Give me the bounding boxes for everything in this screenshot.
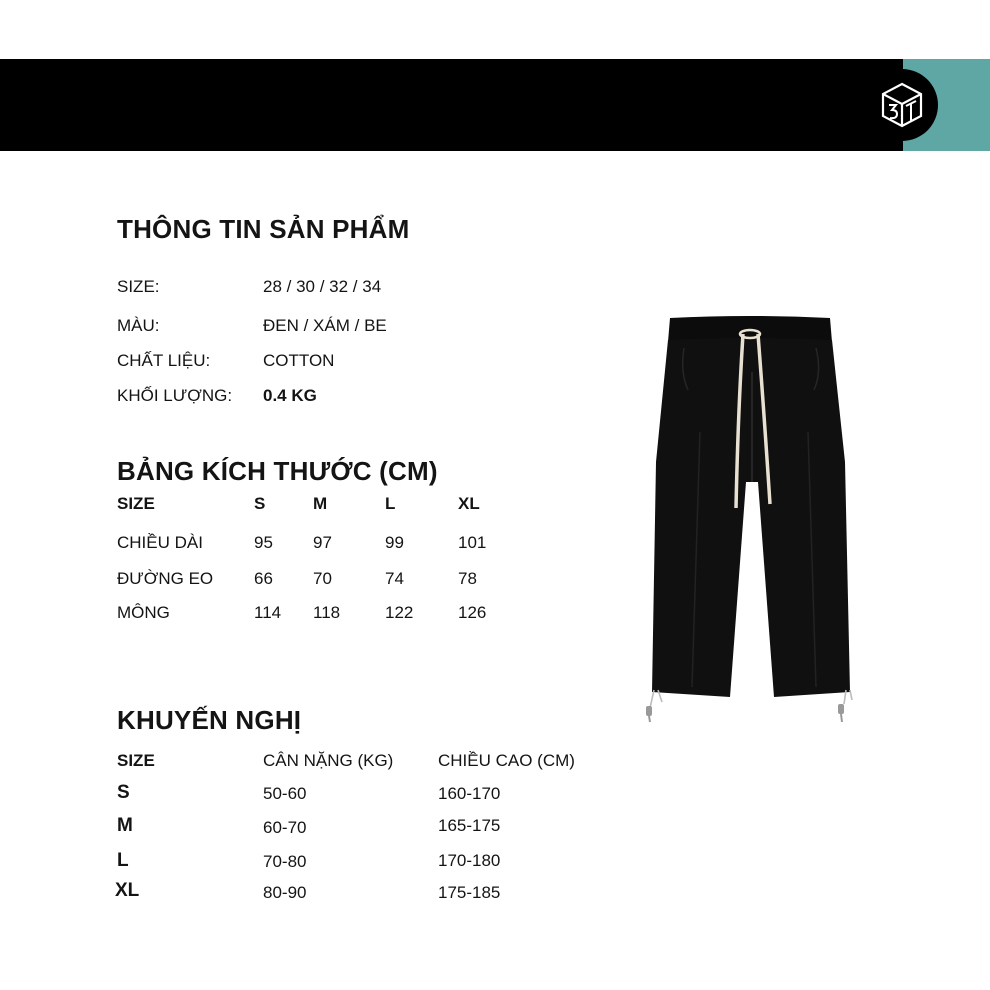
brand-logo [866, 69, 938, 141]
info-value-color: ĐEN / XÁM / BE [263, 316, 387, 335]
info-label-weight: KHỐI LƯỢNG: [117, 386, 233, 405]
size-chart-title: BẢNG KÍCH THƯỚC (CM) [117, 456, 438, 486]
info-value-size: 28 / 30 / 32 / 34 [263, 277, 382, 296]
recommendation-weight: 80-90 [263, 883, 307, 902]
size-chart-cell: 78 [458, 569, 477, 588]
recommendation-weight: 60-70 [263, 818, 307, 837]
recommendation-height: 175-185 [438, 883, 501, 902]
size-chart-header-xl: XL [458, 494, 480, 513]
size-chart-cell: 126 [458, 603, 487, 622]
size-chart-row-label: CHIỀU DÀI [117, 533, 203, 552]
pants-illustration [640, 312, 870, 732]
recommendation-size: L [117, 850, 129, 871]
info-label-color: MÀU: [117, 316, 160, 335]
size-chart-cell: 114 [254, 603, 282, 622]
size-chart-header-s: S [254, 494, 266, 513]
info-value-weight: 0.4 KG [263, 386, 317, 405]
recommendation-header-size: SIZE [117, 751, 155, 770]
cube-logo-icon [878, 81, 926, 129]
size-chart-row-label: MÔNG [117, 603, 170, 622]
size-chart-row-label: ĐƯỜNG EO [117, 569, 214, 588]
info-value-material: COTTON [263, 351, 335, 370]
info-label-material: CHẤT LIỆU: [117, 351, 211, 370]
size-chart-cell: 101 [458, 533, 487, 552]
recommendation-height: 165-175 [438, 816, 501, 835]
recommendation-size: XL [115, 880, 140, 901]
size-chart-cell: 99 [385, 533, 404, 552]
size-chart-cell: 74 [385, 569, 404, 588]
recommendation-title: KHUYẾN NGHỊ [117, 705, 302, 735]
size-chart-header-m: M [313, 494, 328, 513]
size-chart-cell: 95 [254, 533, 273, 552]
recommendation-size: M [117, 815, 133, 836]
recommendation-weight: 50-60 [263, 784, 307, 803]
product-info-title: THÔNG TIN SẢN PHẨM [117, 214, 410, 244]
info-label-size: SIZE: [117, 277, 160, 296]
size-chart-header-l: L [385, 494, 396, 513]
size-chart-cell: 122 [385, 603, 414, 622]
product-image-pants [640, 312, 870, 737]
size-chart-cell: 66 [254, 569, 273, 588]
recommendation-header-weight: CÂN NẶNG (KG) [263, 751, 394, 770]
size-chart-cell: 70 [313, 569, 332, 588]
recommendation-height: 160-170 [438, 784, 501, 803]
size-chart-cell: 97 [313, 533, 332, 552]
recommendation-weight: 70-80 [263, 852, 307, 871]
size-chart-header-size: SIZE [117, 494, 155, 513]
recommendation-header-height: CHIỀU CAO (CM) [438, 751, 575, 770]
size-chart-cell: 118 [313, 603, 341, 622]
recommendation-size: S [117, 782, 130, 803]
recommendation-height: 170-180 [438, 851, 501, 870]
top-banner [0, 59, 990, 151]
